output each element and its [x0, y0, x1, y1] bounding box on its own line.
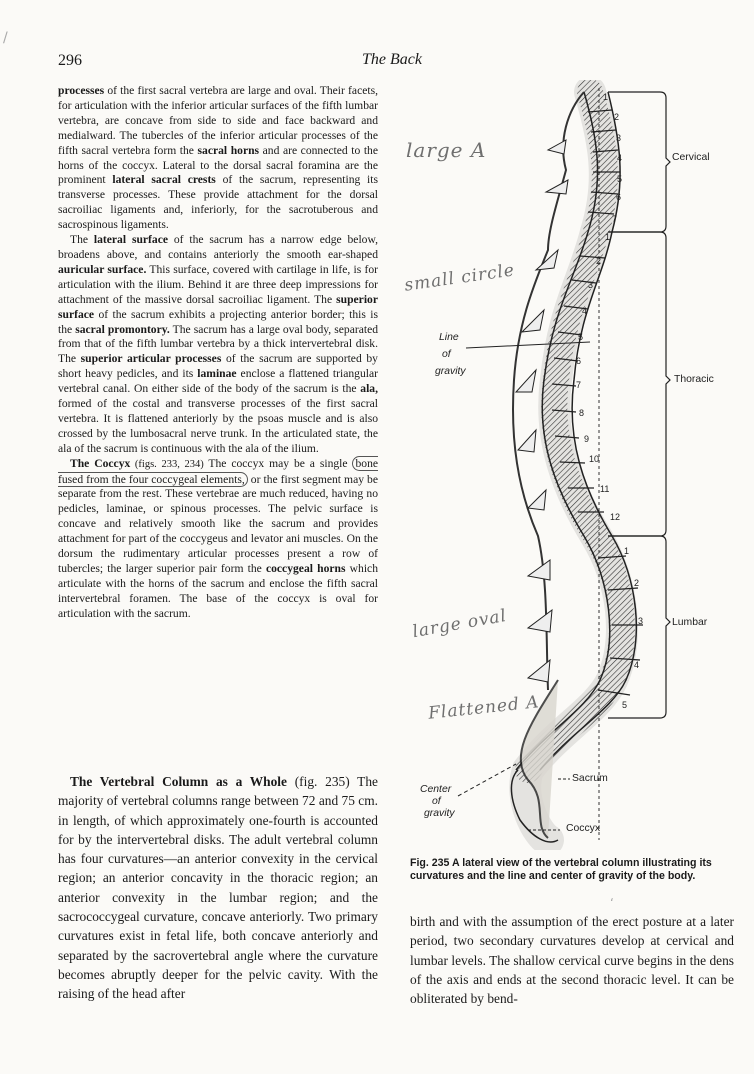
label-sacrum: Sacrum: [572, 773, 608, 784]
page-number: 296: [58, 52, 82, 69]
scan-mark: ʻ: [610, 896, 614, 910]
running-head: The Back: [362, 51, 422, 68]
paragraph-coccyx: The Coccyx (figs. 233, 234) The coccyx may be a single bone fused from the four coccygeal elements, or the first segment may be separate from the rest. These vertebrae are much reduced, having no pedicles, laminae, or spinous processes. The pelvic surface is concave and relatively smooth like the sacrum and provides attachment for part of the coccygeus and levator ani muscles. On the dorsum the rudimentary articular processes present a row of tubercles; the larger superior pair form the coccygeal horns which articulate with the horns of the sacrum and enclose the fifth sacral intervertebral foramen. The base of the coccyx is oval for articulation with the sacrum.: [58, 456, 379, 620]
paragraph-sacral-processes: processes of the first sacral vertebra are large and oval. Their facets, for articulation with the inferior articular surfaces of the fifth lumbar vertebra, are concave from side to side and face backward and medialward. The tubercles of the inferior articular processes of the fifth sacral vertebra form the sacral horns and are connected to the horns of the coccyx. Lateral to the dorsal sacral foramina are the prominent lateral sacral crests of the sacrum, representing its transverse processes. These provide attachment for the dorsal sacroiliac ligaments and, inferiorly, for the sacrotuberous and sacrospinous ligaments.: [58, 84, 379, 232]
center-of-gravity-pointer: [458, 764, 516, 796]
handwritten-note-large-oval: large oval: [410, 605, 509, 643]
cervical-number: 3: [616, 133, 622, 143]
lumbar-number: 2: [634, 578, 640, 588]
spine-illustration: [398, 80, 738, 850]
thoracic-number: 12: [610, 512, 621, 522]
vertebral-column-bodies: [513, 92, 636, 840]
figure-caption: Fig. 235 A lateral view of the vertebral column illustrating its curvatures and the line and center of gravity of the body.: [410, 857, 712, 882]
label-line-of-gravity-2: of: [442, 349, 451, 360]
thoracic-number: 10: [589, 454, 600, 464]
handwritten-note-small-circle: small circle: [403, 260, 517, 296]
label-center-of-gravity-2: of: [432, 796, 441, 807]
thoracic-number: 4: [582, 306, 588, 316]
thoracic-number: 8: [579, 408, 585, 418]
label-center-of-gravity-1: Center: [420, 784, 452, 795]
thoracic-number: 5: [578, 332, 584, 342]
label-line-of-gravity-3: gravity: [435, 366, 466, 377]
lumbar-number: 4: [634, 660, 640, 670]
lumbar-number: 1: [624, 546, 630, 556]
cervical-number: 4: [617, 153, 623, 163]
thoracic-number: 1: [605, 232, 611, 242]
region-label-cervical: Cervical: [672, 152, 710, 163]
scan-mark: /: [3, 30, 8, 46]
thoracic-number: 9: [584, 434, 590, 444]
cervical-number: 1: [603, 92, 609, 102]
label-line-of-gravity-1: Line: [439, 332, 459, 343]
lumbar-number: 5: [622, 700, 628, 710]
spine-figure: [398, 80, 738, 850]
label-center-of-gravity-3: gravity: [424, 808, 455, 819]
region-label-thoracic: Thoracic: [674, 374, 714, 385]
lumbar-number: 3: [638, 616, 644, 626]
thoracic-number: 3: [588, 280, 594, 290]
thoracic-number: 6: [576, 356, 582, 366]
circled-sentence: bone fused from the four coccygeal elements,: [58, 456, 379, 486]
thoracic-number: 11: [600, 484, 610, 494]
handwritten-note-large-a: large A: [406, 138, 487, 162]
section-vertebral-column: [58, 772, 378, 1004]
handwritten-note-flattened-a: Flattened A: [427, 692, 541, 724]
cervical-number: 2: [614, 112, 620, 122]
cervical-number: 7: [612, 214, 618, 224]
left-column-text: [58, 84, 378, 622]
cervical-number: 6: [616, 192, 622, 202]
right-column-text: birth and with the assumption of the erect posture at a later period, two secondary curvatures develop at cervical and lumbar levels. The shallow cervical curve begins in the dens of the axis and ends at the second thoracic level. It can be obliterated by bend-: [410, 914, 734, 1007]
region-label-lumbar: Lumbar: [672, 617, 708, 628]
section-title: The Vertebral Column as a Whole: [70, 774, 287, 789]
thoracic-number: 7: [576, 380, 582, 390]
label-coccyx: Coccyx: [566, 823, 601, 834]
paragraph-lateral-surface: The lateral surface of the sacrum has a narrow edge below, broadens above, and contains anteriorly the smooth ear-shaped auricular surface. This surface, covered with cartilage in life, is for articulation with the ilium. Behind it are three deep impressions for attachment of the massive dorsal sacroiliac ligament. The superior surface of the sacrum exhibits a projecting anterior border; this is the sacral promontory. The sacrum has a large oval body, separated from that of the fifth lumbar vertebra by a thick intervertebral disk. The superior articular processes of the sacrum are supported by short heavy pedicles, and its laminae enclose a flattened triangular vertebral canal. On either side of the body of the sacrum is the ala, formed of the costal and transverse processes of the first sacral vertebra. It is flattened anteriorly by the psoas muscle and is also crossed by the lumbosacral nerve trunk. In the articulated state, the ala of the sacrum is continuous with the ala of the ilium.: [58, 233, 379, 455]
section-paragraph: The Vertebral Column as a Whole (fig. 235) The majority of vertebral columns range between 72 and 75 cm. in length, of which approximately one-fourth is accounted for by the intervertebral disks. The adult vertebral column has four curvatures—an anterior convexity in the cervical region; an anterior concavity in the thoracic region; an anterior convexity in the lumbar region; and the sacrococcygeal curvature, concave anteriorly. Two primary curvatures exist in fetal life, both concave anteriorly and separated by the sacrovertebral angle where the curvature becomes abruptly deeper for the pelvic cavity. With the raising of the head after: [58, 774, 378, 1002]
thoracic-number: 2: [596, 256, 602, 266]
cervical-number: 5: [617, 174, 623, 184]
